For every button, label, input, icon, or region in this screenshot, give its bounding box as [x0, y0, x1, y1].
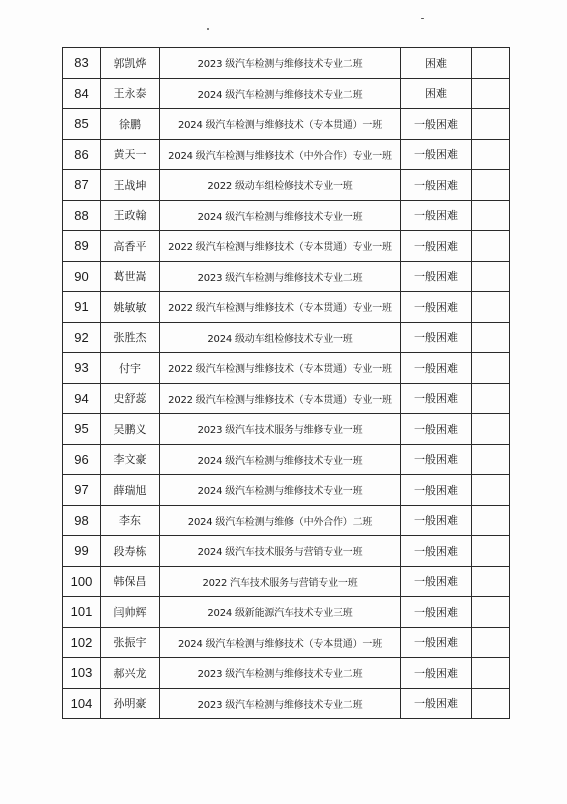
class-name-cell: 2022 级动车组检修技术专业一班: [160, 170, 401, 201]
hardship-level-cell: 一般困难: [401, 261, 472, 292]
row-number-cell: 83: [63, 48, 101, 79]
row-number-cell: 102: [63, 627, 101, 658]
hardship-level-cell: 一般困难: [401, 383, 472, 414]
student-name-cell: 张振宇: [101, 627, 160, 658]
student-name-cell: 李文豪: [101, 444, 160, 475]
row-number-cell: 104: [63, 688, 101, 719]
class-name-cell: 2023 级汽车技术服务与维修专业一班: [160, 414, 401, 445]
blank-cell: [472, 658, 510, 689]
scan-speck: [421, 18, 424, 19]
class-name-cell: 2024 级汽车检测与维修技术（专本贯通）一班: [160, 627, 401, 658]
hardship-level-cell: 一般困难: [401, 658, 472, 689]
student-name-cell: 张胜杰: [101, 322, 160, 353]
table-row: [63, 139, 510, 170]
row-number-cell: 98: [63, 505, 101, 536]
blank-cell: [472, 48, 510, 79]
blank-cell: [472, 353, 510, 384]
class-name-cell: 2024 级动车组检修技术专业一班: [160, 322, 401, 353]
table-row: [63, 109, 510, 140]
blank-cell: [472, 322, 510, 353]
student-name-cell: 史舒蕊: [101, 383, 160, 414]
table-row: [63, 261, 510, 292]
hardship-level-cell: 一般困难: [401, 444, 472, 475]
class-name-cell: 2024 级汽车技术服务与营销专业一班: [160, 536, 401, 567]
hardship-level-cell: 一般困难: [401, 627, 472, 658]
blank-cell: [472, 597, 510, 628]
blank-cell: [472, 627, 510, 658]
table-row: [63, 170, 510, 201]
student-name-cell: 李东: [101, 505, 160, 536]
class-name-cell: 2022 汽车技术服务与营销专业一班: [160, 566, 401, 597]
table-row: [63, 688, 510, 719]
row-number-cell: 97: [63, 475, 101, 506]
class-name-cell: 2023 级汽车检测与维修技术专业二班: [160, 658, 401, 689]
table-row: [63, 48, 510, 79]
table-row: [63, 414, 510, 445]
class-name-cell: 2022 级汽车检测与维修技术（专本贯通）专业一班: [160, 383, 401, 414]
student-name-cell: 段寿栋: [101, 536, 160, 567]
table-row: [63, 353, 510, 384]
row-number-cell: 101: [63, 597, 101, 628]
blank-cell: [472, 414, 510, 445]
class-name-cell: 2022 级汽车检测与维修技术（专本贯通）专业一班: [160, 353, 401, 384]
hardship-level-cell: 困难: [401, 48, 472, 79]
class-name-cell: 2024 级汽车检测与维修技术（中外合作）专业一班: [160, 139, 401, 170]
blank-cell: [472, 261, 510, 292]
row-number-cell: 86: [63, 139, 101, 170]
class-name-cell: 2024 级新能源汽车技术专业三班: [160, 597, 401, 628]
hardship-level-cell: 一般困难: [401, 414, 472, 445]
blank-cell: [472, 383, 510, 414]
student-name-cell: 王永泰: [101, 78, 160, 109]
student-name-cell: 闫帅辉: [101, 597, 160, 628]
table-row: [63, 566, 510, 597]
blank-cell: [472, 139, 510, 170]
table-row: [63, 658, 510, 689]
row-number-cell: 89: [63, 231, 101, 262]
row-number-cell: 100: [63, 566, 101, 597]
row-number-cell: 91: [63, 292, 101, 323]
blank-cell: [472, 688, 510, 719]
student-name-cell: 韩保昌: [101, 566, 160, 597]
hardship-level-cell: 一般困难: [401, 688, 472, 719]
row-number-cell: 94: [63, 383, 101, 414]
blank-cell: [472, 200, 510, 231]
blank-cell: [472, 170, 510, 201]
table-row: [63, 383, 510, 414]
roster-body: [63, 48, 510, 719]
row-number-cell: 88: [63, 200, 101, 231]
student-name-cell: 王政翰: [101, 200, 160, 231]
blank-cell: [472, 505, 510, 536]
class-name-cell: 2023 级汽车检测与维修技术专业二班: [160, 261, 401, 292]
table-row: [63, 231, 510, 262]
blank-cell: [472, 444, 510, 475]
scan-speck: [207, 28, 209, 30]
blank-cell: [472, 475, 510, 506]
student-roster-table: [62, 47, 510, 719]
blank-cell: [472, 536, 510, 567]
hardship-level-cell: 一般困难: [401, 109, 472, 140]
student-name-cell: 黄天一: [101, 139, 160, 170]
hardship-level-cell: 一般困难: [401, 292, 472, 323]
hardship-level-cell: 一般困难: [401, 536, 472, 567]
hardship-level-cell: 一般困难: [401, 322, 472, 353]
class-name-cell: 2024 级汽车检测与维修技术（专本贯通）一班: [160, 109, 401, 140]
student-name-cell: 薛瑞旭: [101, 475, 160, 506]
class-name-cell: 2023 级汽车检测与维修技术专业二班: [160, 48, 401, 79]
blank-cell: [472, 109, 510, 140]
table-row: [63, 78, 510, 109]
row-number-cell: 95: [63, 414, 101, 445]
hardship-level-cell: 一般困难: [401, 566, 472, 597]
table-row: [63, 200, 510, 231]
table-row: [63, 475, 510, 506]
row-number-cell: 85: [63, 109, 101, 140]
table-row: [63, 292, 510, 323]
table-row: [63, 627, 510, 658]
blank-cell: [472, 566, 510, 597]
row-number-cell: 96: [63, 444, 101, 475]
hardship-level-cell: 一般困难: [401, 475, 472, 506]
table-row: [63, 597, 510, 628]
hardship-level-cell: 困难: [401, 78, 472, 109]
class-name-cell: 2023 级汽车检测与维修技术专业二班: [160, 688, 401, 719]
student-name-cell: 王战坤: [101, 170, 160, 201]
row-number-cell: 92: [63, 322, 101, 353]
table-row: [63, 536, 510, 567]
table-row: [63, 444, 510, 475]
class-name-cell: 2024 级汽车检测与维修（中外合作）二班: [160, 505, 401, 536]
class-name-cell: 2024 级汽车检测与维修技术专业二班: [160, 78, 401, 109]
student-name-cell: 姚敏敏: [101, 292, 160, 323]
hardship-level-cell: 一般困难: [401, 139, 472, 170]
student-name-cell: 郝兴龙: [101, 658, 160, 689]
blank-cell: [472, 231, 510, 262]
student-name-cell: 郭凯烨: [101, 48, 160, 79]
student-name-cell: 付宇: [101, 353, 160, 384]
student-name-cell: 孙明豪: [101, 688, 160, 719]
row-number-cell: 103: [63, 658, 101, 689]
row-number-cell: 93: [63, 353, 101, 384]
hardship-level-cell: 一般困难: [401, 231, 472, 262]
hardship-level-cell: 一般困难: [401, 597, 472, 628]
hardship-level-cell: 一般困难: [401, 200, 472, 231]
row-number-cell: 99: [63, 536, 101, 567]
row-number-cell: 90: [63, 261, 101, 292]
hardship-level-cell: 一般困难: [401, 505, 472, 536]
hardship-level-cell: 一般困难: [401, 170, 472, 201]
student-name-cell: 高香平: [101, 231, 160, 262]
table-row: [63, 322, 510, 353]
class-name-cell: 2024 级汽车检测与维修技术专业一班: [160, 200, 401, 231]
row-number-cell: 84: [63, 78, 101, 109]
class-name-cell: 2022 级汽车检测与维修技术（专本贯通）专业一班: [160, 292, 401, 323]
blank-cell: [472, 292, 510, 323]
blank-cell: [472, 78, 510, 109]
row-number-cell: 87: [63, 170, 101, 201]
student-name-cell: 吴鹏义: [101, 414, 160, 445]
class-name-cell: 2022 级汽车检测与维修技术（专本贯通）专业一班: [160, 231, 401, 262]
student-name-cell: 徐鹏: [101, 109, 160, 140]
class-name-cell: 2024 级汽车检测与维修技术专业一班: [160, 475, 401, 506]
class-name-cell: 2024 级汽车检测与维修技术专业一班: [160, 444, 401, 475]
student-name-cell: 葛世嵩: [101, 261, 160, 292]
hardship-level-cell: 一般困难: [401, 353, 472, 384]
table-row: [63, 505, 510, 536]
